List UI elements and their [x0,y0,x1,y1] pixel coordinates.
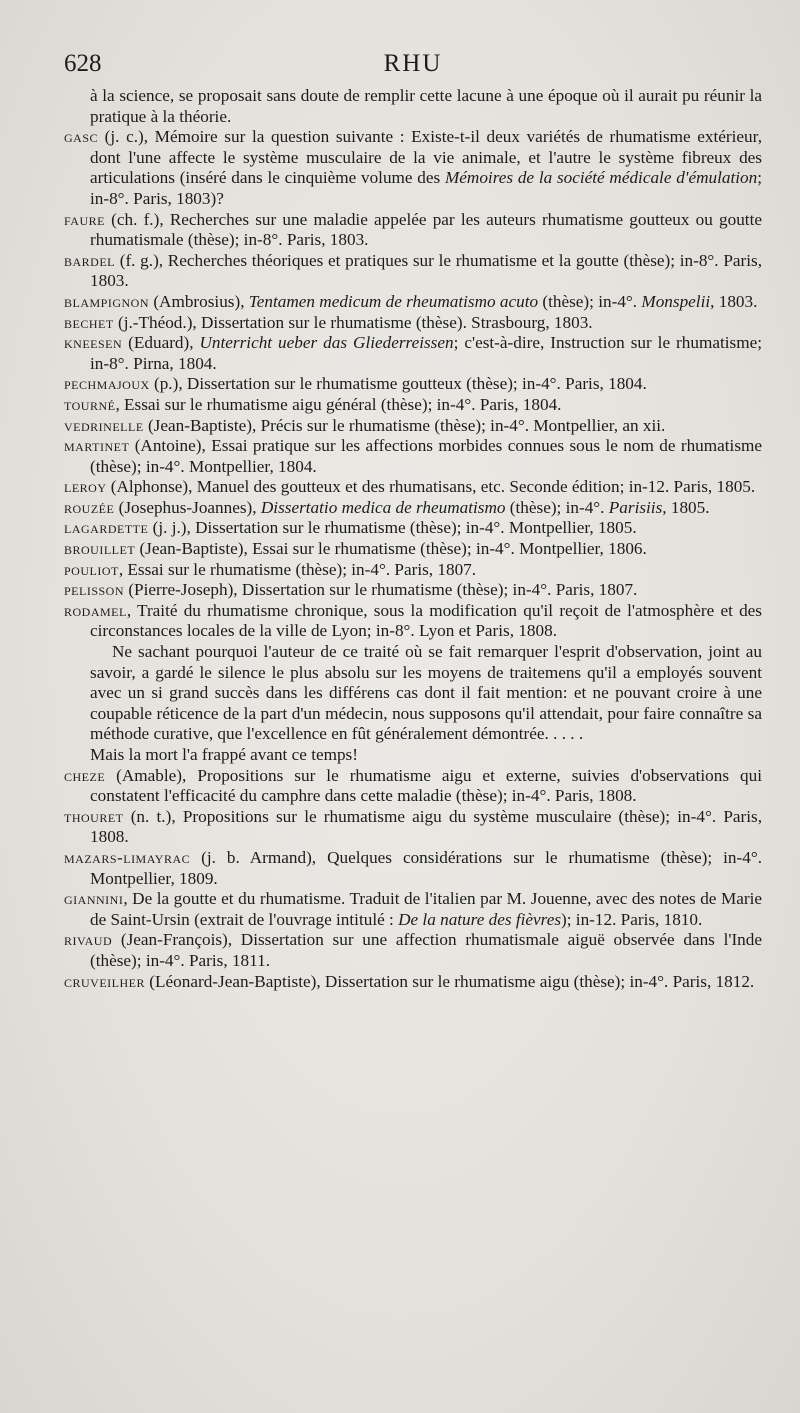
bibliography-entry [64,127,762,209]
continuation-paragraph: à la science, se proposait sans doute de remplir cette lacune à une époque où il aurait pu réunir la pratique à la théorie. [90,86,762,126]
entry-text: , Essai sur le rhumatisme aigu général (thèse); in-4°. Paris, 1804. [115,394,562,414]
bibliography-entry [64,580,762,601]
entry-title-italic: Unterricht ueber das Gliederreissen [199,333,454,353]
entry-text: (j. b. Armand), Quelques considérations sur le rhumatisme (thèse); in-4°. Montpellier, 1809. [90,847,762,888]
bibliography-entry [64,416,762,437]
entry-author: pouliot [64,559,119,579]
entry-text: , Traité du rhumatisme chronique, sous la modification qu'il reçoit de l'atmosphère et des circonstances locales de la ville de Lyon; in-8°. Lyon et Paris, 1808. [90,600,762,641]
bibliography-entry [64,333,762,374]
entry-text: (Alphonse), Manuel des goutteux et des rhumatisans, etc. Seconde édition; in-12. Paris, 1805. [106,477,756,497]
entry-text: (f. g.), Recherches théoriques et pratiques sur le rhumatisme et la goutte (thèse); in-8°. Paris, 1803. [90,250,762,291]
entry-text: (Jean-François), Dissertation sur une affection rhumatismale aiguë observée dans l'Inde (thèse); in-4°. Paris, 1811. [90,930,762,970]
entry-text: , De la goutte et du rhumatisme. Traduit de l'italien par M. Jouenne, avec des notes de Marie de Saint-Ursin (extrait de l'ouvrage intitulé : [90,889,762,929]
entry-author: gasc [64,127,99,147]
entry-author: leroy [64,477,107,497]
entry-author: faure [64,209,105,229]
entry-author: rouzée [64,497,115,517]
bibliography-entry [64,848,762,889]
bibliography-entry [64,313,762,334]
bibliography-list [64,127,762,642]
bibliography-entry [64,766,762,807]
entry-author: brouillet [64,539,136,559]
entry-text: , 1805. [662,497,710,517]
bibliography-entry [64,539,762,560]
running-head: RHU [383,50,443,77]
entry-author: lagardette [64,518,149,538]
entry-author: mazars-limayrac [64,847,191,867]
bibliography-entry [64,292,762,313]
entry-author: vedrinelle [64,415,144,435]
entry-text: (Amable), Propositions sur le rhumatisme aigu et externe, suivies d'observations qui constatent l'efficacité du camphre dans cette maladie (thèse); in-4°. Paris, 1808. [90,765,762,806]
bibliography-entry [64,930,762,971]
entry-title-italic: Monspelii [641,291,711,311]
entry-text: , Essai sur le rhumatisme (thèse); in-4°. Paris, 1807. [118,559,477,579]
entry-author: bechet [64,312,114,332]
bibliography-entry [64,560,762,581]
bibliography-entry [64,518,762,539]
page-header [64,50,762,86]
entry-text: (Jean-Baptiste), Essai sur le rhumatisme (thèse); in-4°. Montpellier, 1806. [135,539,647,559]
entry-author: cruveilher [64,971,145,991]
entry-text: (thèse); in-4°. [538,291,642,311]
entry-author: kneesen [64,333,123,353]
entry-text: (j. j.), Dissertation sur le rhumatisme (thèse); in-4°. Montpellier, 1805. [148,518,637,538]
entry-author: thouret [64,806,124,826]
entry-text: (Josephus-Joannes), [114,497,261,517]
entry-author: rivaud [64,930,113,950]
entry-text: (j.-Théod.), Dissertation sur le rhumatisme (thèse). Strasbourg, 1803. [113,312,593,332]
entry-text: ; in-8°. Paris, 1803)? [90,168,763,208]
page-number: 628 [64,50,102,77]
entry-author: blampignon [64,291,150,311]
bibliography-entry [64,374,762,395]
page-body [64,86,762,992]
entry-title-italic: Dissertatio medica de rheumatismo [260,497,506,517]
entry-text: (j. c.), Mémoire sur la question suivante : Existe-t-il deux variétés de rhumatisme extérieur, dont l'une affecte le système musculaire de la vie animale, et l'autre le système fibreux des articulations (inséré dans le cinquième volume des [90,127,762,188]
entry-text: ); in-12. Paris, 1810. [561,909,703,929]
bibliography-entry [64,601,762,642]
entry-text: (Pierre-Joseph), Dissertation sur le rhumatisme (thèse); in-4°. Paris, 1807. [124,580,638,600]
bibliography-entry [64,972,762,993]
bibliography-list-continued [64,766,762,993]
bibliography-entry [64,807,762,848]
entry-title-italic: Tentamen medicum de rheumatismo acuto [248,291,539,311]
entry-text: (Antoine), Essai pratique sur les affections morbides connues sous le nom de rhumatisme (thèse); in-4°. Montpellier, 1804. [90,436,762,476]
entry-title-italic: De la nature des fièvres [398,909,562,929]
commentary-text: Ne sachant pourquoi l'auteur de ce traité où se fait remarquer l'esprit d'observation, joint au savoir, a gardé le silence le plus absolu sur les moyens de traitemens qu'il a employés souvent avec un si grand succès dans les différens cas dont il fait mention: et ne pouvant croire à une coupable réticence de la part d'un médecin, nous supposons qu'il attendait, pour faire connaître sa méthode curative, que l'excellence en fût généralement démontrée. . . . . [90,642,762,744]
entry-title-italic: Mémoires de la société médicale d'émulation [444,168,758,188]
entry-text: (thèse); in-4°. [505,497,609,517]
bibliography-entry [64,498,762,519]
entry-text: (Eduard), [122,333,200,353]
entry-text: , 1803. [710,291,758,311]
entry-text: (Jean-Baptiste), Précis sur le rhumatisme (thèse); in-4°. Montpellier, an xii. [143,415,666,435]
bibliography-entry [64,889,762,930]
entry-text: (Ambrosius), [149,291,249,311]
entry-author: giannini [64,889,124,909]
commentary-paragraph [64,642,762,745]
bibliography-entry [64,436,762,477]
entry-author: cheze [64,765,106,785]
bibliography-entry [64,395,762,416]
bibliography-entry [64,251,762,292]
entry-text: (Léonard-Jean-Baptiste), Dissertation sur le rhumatisme aigu (thèse); in-4°. Paris, 1812. [145,971,755,991]
entry-author: pechmajoux [64,374,150,394]
bibliography-entry [64,210,762,251]
entry-author: rodamel [64,600,127,620]
entry-author: tourné [64,394,116,414]
commentary-closing: Mais la mort l'a frappé avant ce temps! [90,745,358,764]
entry-author: martinet [64,436,130,456]
entry-title-italic: Parisiis [608,497,663,517]
bibliography-entry [64,477,762,498]
entry-author: bardel [64,250,115,270]
entry-text: (n. t.), Propositions sur le rhumatisme aigu du système musculaire (thèse); in-4°. Paris, 1808. [90,806,762,847]
entry-text: (p.), Dissertation sur le rhumatisme goutteux (thèse); in-4°. Paris, 1804. [149,374,647,394]
entry-author: pelisson [64,580,125,600]
entry-text: ; c'est-à-dire, Instruction sur le rhumatisme; in-8°. Pirna, 1804. [90,333,762,373]
entry-text: (ch. f.), Recherches sur une maladie appelée par les auteurs rhumatisme goutteux ou goutte rhumatismale (thèse); in-8°. Paris, 1803. [90,209,762,250]
